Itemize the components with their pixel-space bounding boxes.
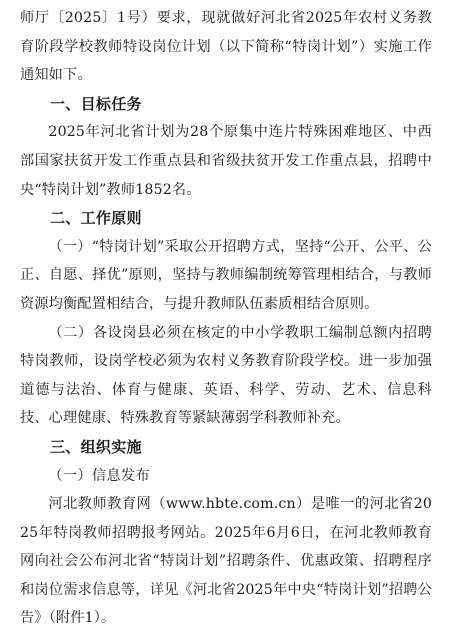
principle-paragraph-2: （二）各设岗县必须在核定的中小学教职工编制总额内招聘特岗教师，设岗学校必须为农村义务教育阶段学校。进一步加强道德与法治、体育与健康、英语、科学、劳动、艺术、信息科技、心理健康、特殊教育等紧缺薄弱学科教师补充。 xyxy=(20,324,432,427)
section-heading-implementation: 三、组织实施 xyxy=(50,437,142,456)
intro-paragraph: 师厅〔2025〕1号）要求，现就做好河北省2025年农村义务教育阶段学校教师特设岗位计划（以下简称“特岗计划”）实施工作通知如下。 xyxy=(20,10,432,84)
subheading-info-release: （一）信息发布 xyxy=(48,467,150,484)
info-release-paragraph: 河北教师教育网（www.hbte.com.cn）是唯一的河北省2025年特岗教师招聘报考网站。2025年6月6日，在河北教师教育网向社会公布河北省“特岗计划”招聘条件、优惠政策、招聘程序和岗位需求信息等，详见《河北省2025年中央“特岗计划”招聘公告》（附件1）。 xyxy=(20,496,432,627)
goals-paragraph: 2025年河北省计划为28个原集中连片特殊困难地区、中西部国家扶贫开发工作重点县和省级扶贫开发工作重点县，招聘中央“特岗计划”教师1852名。 xyxy=(20,124,432,198)
section-heading-goals: 一、目标任务 xyxy=(50,94,142,113)
section-heading-principles: 二、工作原则 xyxy=(50,209,142,228)
principle-paragraph-1: （一）“特岗计划”采取公开招聘方式，坚持“公开、公平、公正、自愿、择优”原则，坚持与教师编制统筹管理相结合，与教师资源均衡配置相结合，与提升教师队伍素质相结合原则。 xyxy=(20,238,432,312)
